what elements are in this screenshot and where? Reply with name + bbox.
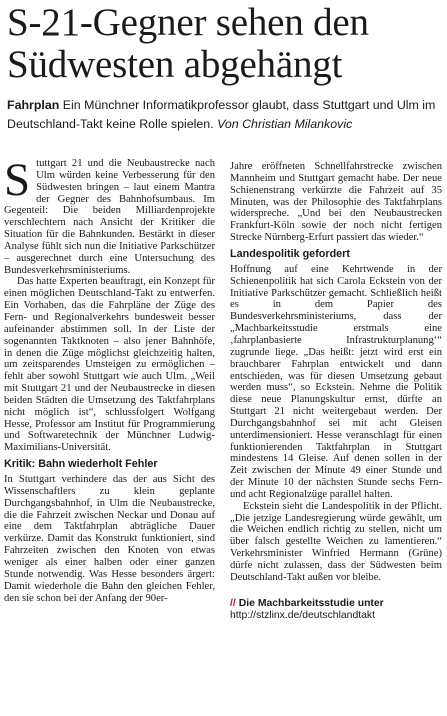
- article-headline: S-21-Gegner sehen den Südwesten abgehängt: [7, 1, 369, 86]
- subheading: Kritik: Bahn wiederholt Fehler: [4, 458, 158, 471]
- paragraph: Jahre eröffneten Schnellfahrstrecke zwischen Mannheim und Stuttgart gemacht habe. Der neue Schienenstrang verkürzte die Fahrzeit auf 35 Minuten, was der Philosophie des Taktfahrplans widerspreche. „Und bei den Neubaustrecken Frankfurt-Köln sowie der noch nicht fertigen Strecke Nürnberg-Erfurt passiert das wieder.“: [230, 161, 442, 244]
- paragraph: Eckstein sieht die Landespolitik in der Pflicht. „Die jetzige Landesregierung würde gewählt, um die Weichen endlich richtig zu stellen, nicht um über falsch gestellte Weichen zu lamentieren.“ Verkehrsminister Winfried Hermann (Grüne) dürfe nicht zulassen, dass der Südwesten beim Deutschland-Takt außen vor bleibe.: [230, 500, 442, 583]
- paragraph: [4, 154, 215, 276]
- paragraph-text: tuttgart 21 und die Neubaustrecke nach Ulm würden keine Verbesserung für den Südwesten bringen – laut einem Mantra der Gegner des Bahnhofsumbaus. Im Gegenteil: Die beiden Milliardenprojekte verschlechtern nach Ansicht der Kritiker die Situation für die Bahnkunden. Bestärkt in dieser Analyse fühlt sich nun die Initiative Parkschützer – ausgerechnet durch eine Untersuchung des Bundesverkehrsministeriums.: [4, 158, 215, 276]
- study-link-note: [230, 598, 442, 623]
- study-link-title: Die Machbarkeitsstudie unter: [238, 597, 384, 609]
- paragraph: In Stuttgart verhindere das der aus Sicht des Wissenschaftlers zu klein geplante Durchgangsbahnhof, in Ulm die Neubaustrecke, die die Fahrzeit zwischen Neckar und Donau auf eine dem Taktfahrplan abträgliche Dauer verkürze. Damit das Konstrukt funktioniert, sind Fahrzeiten zwischen den Knoten von etwas weniger als einer halben oder einer ganzen Stunde notwendig. Was Hesse besonders ärgert: Damit wiederhole die Bahn den gleichen Fehler, den sie schon bei der Anfang der 90er-: [4, 474, 215, 604]
- article-column-left: [4, 154, 215, 604]
- article-intro: [7, 96, 443, 134]
- intro-text: Ein Münchner Informatikprofessor glaubt, dass Stuttgart und Ulm im Deutschland-Takt keine Rolle spielen.: [7, 98, 436, 131]
- paragraph: Hoffnung auf eine Kehrtwende in der Schienenpolitik hat sich Carola Eckstein von der Initiative Parkschützer gemacht. Schließlich heißt es in dem Papier des Bundesverkehrsministeriums, dass der „Machbarkeitsstudie erstmals eine ‚fahrplanbasierte Infrastrukturplanung‘“ zugrunde liege. „Das heißt: jetzt wird erst ein brauchbarer Fahrplan entwickelt und dann entschieden, was für diesen Umsetzung gebaut werden muss“, so Eckstein. Nehme die Politik diese neue Planungskultur ernst, dürfte an Stuttgart 21 nicht weitergebaut werden. Der Durchgangsbahnhof sei mit acht Gleisen unterdimensioniert. Hesse veranschlagt für einen funktionierenden Taktfahrplan in Stuttgart mindestens 14 Gleise. Auf denen sollen in der Zeit zwischen der Minute 49 einer Stunde und der Minute 10 der nächsten Stunde sechs Fern- und acht Regionalzüge parallel halten.: [230, 263, 442, 500]
- paragraph: Das hatte Experten beauftragt, ein Konzept für einen möglichen Deutschland-Takt zu entwerfen. Ein Vorhaben, das die Fahrpläne der Züge des Fern- und Regionalverkehrs bundesweit besser aufeinander abstimmen soll. In der Liste der sogenannten Taktknoten – also jener Bahnhöfe, in denen die Züge möglichst gleichzeitig halten, um zeitsparendes Umsteigen zu ermöglichen – fehlt aber sowohl Stuttgart wie auch Ulm. „Weil mit Stuttgart 21 und der Neubaustrecke in diesen beiden Städten die Umsetzung des Taktfahrplans nicht möglich ist“, schlussfolgert Wolfgang Hesse, Professor am Institut für Programmierung und Softwaretechnik der Münchner Ludwig-Maximilians-Universität.: [4, 276, 215, 454]
- slash-marker-icon: //: [230, 597, 236, 609]
- study-link-url[interactable]: http://stzlinx.de/deutschlandtakt: [230, 610, 375, 622]
- article-column-right: [230, 161, 442, 623]
- dropcap: S: [4, 154, 31, 206]
- subheading: Landespolitik gefordert: [230, 247, 350, 260]
- intro-kicker: Fahrplan: [7, 98, 60, 112]
- intro-author: Von Christian Milankovic: [217, 117, 353, 131]
